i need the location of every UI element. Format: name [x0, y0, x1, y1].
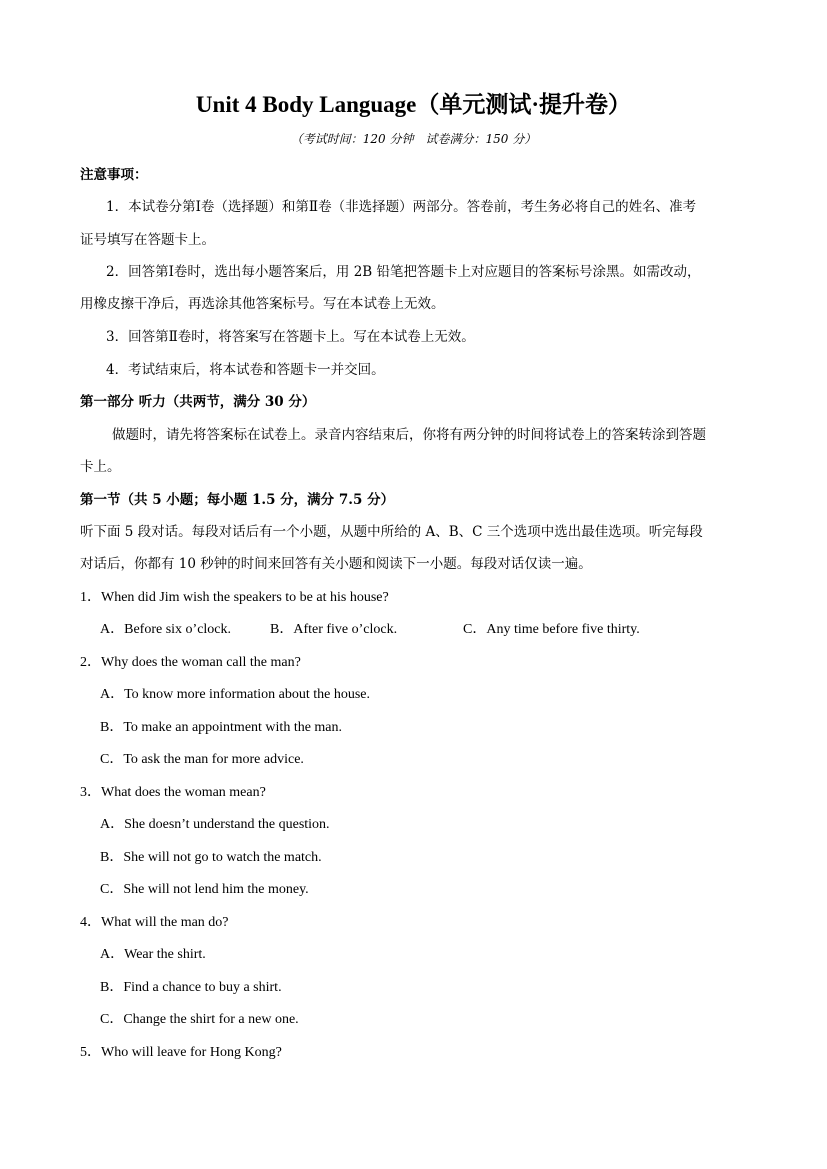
- page-title: Unit 4 Body Language（单元测试·提升卷）: [195, 92, 632, 117]
- question-4-option-b: B．Find a chance to buy a shirt.: [100, 980, 282, 995]
- question-4-option-c: C．Change the shirt for a new one.: [100, 1012, 299, 1027]
- question-1-option-c: C．Any time before five thirty.: [463, 622, 640, 637]
- notice-item-2-line1: 2．回答第Ⅰ卷时，选出每小题答案后，用 2B 铅笔把答题卡上对应题目的答案标号涂黑。如需改动，: [106, 264, 701, 280]
- notice-item-3: 3．回答第Ⅱ卷时，将答案写在答题卡上。写在本试卷上无效。: [106, 329, 475, 345]
- notice-item-1-line1: 1．本试卷分第Ⅰ卷（选择题）和第Ⅱ卷（非选择题）两部分。答卷前，考生务必将自己的姓名、准考: [106, 199, 697, 215]
- notice-item-2-line2: 用橡皮擦干净后，再选涂其他答案标号。写在本试卷上无效。: [80, 296, 445, 312]
- question-2-option-b: B．To make an appointment with the man.: [100, 720, 343, 735]
- question-3-option-b: B．She will not go to watch the match.: [100, 850, 322, 865]
- question-2-option-a: A．To know more information about the house.: [100, 687, 371, 702]
- section1-instr-line1: 听下面 5 段对话。每段对话后有一个小题，从题中所给的 A、B、C 三个选项中选出最佳选项。听完每段: [80, 524, 703, 540]
- question-3-stem: 3．What does the woman mean?: [80, 785, 266, 800]
- question-2-stem: 2．Why does the woman call the man?: [80, 655, 301, 670]
- section1-heading: 第一节（共 5 小题；每小题 1.5 分，满分 7.5 分）: [80, 492, 395, 508]
- question-1-option-a: A．Before six o’clock.: [100, 622, 232, 637]
- part1-heading: 第一部分 听力（共两节，满分 30 分）: [80, 394, 316, 410]
- question-5-stem: 5．Who will leave for Hong Kong?: [80, 1045, 282, 1060]
- notice-heading: 注意事项：: [80, 167, 148, 183]
- section1-instr-line2: 对话后，你都有 10 秒钟的时间来回答有关小题和阅读下一小题。每段对话仅读一遍。: [80, 556, 592, 572]
- question-4-option-a: A．Wear the shirt.: [100, 947, 206, 962]
- question-3-option-c: C．She will not lend him the money.: [100, 882, 309, 897]
- notice-item-1-line2: 证号填写在答题卡上。: [80, 232, 215, 248]
- part1-intro-line1: 做题时，请先将答案标在试卷上。录音内容结束后，你将有两分钟的时间将试卷上的答案转涂到答题: [112, 427, 706, 443]
- question-1-option-b: B．After five o’clock.: [270, 622, 398, 637]
- notice-item-4: 4．考试结束后，将本试卷和答题卡一并交回。: [106, 362, 385, 378]
- question-3-option-a: A．She doesn’t understand the question.: [100, 817, 330, 832]
- question-1-stem: 1．When did Jim wish the speakers to be at his house?: [80, 590, 389, 605]
- question-2-option-c: C．To ask the man for more advice.: [100, 752, 304, 767]
- part1-intro-line2: 卡上。: [80, 459, 121, 475]
- exam-info: （考试时间：120 分钟 试卷满分：150 分）: [290, 132, 537, 146]
- question-4-stem: 4．What will the man do?: [80, 915, 229, 930]
